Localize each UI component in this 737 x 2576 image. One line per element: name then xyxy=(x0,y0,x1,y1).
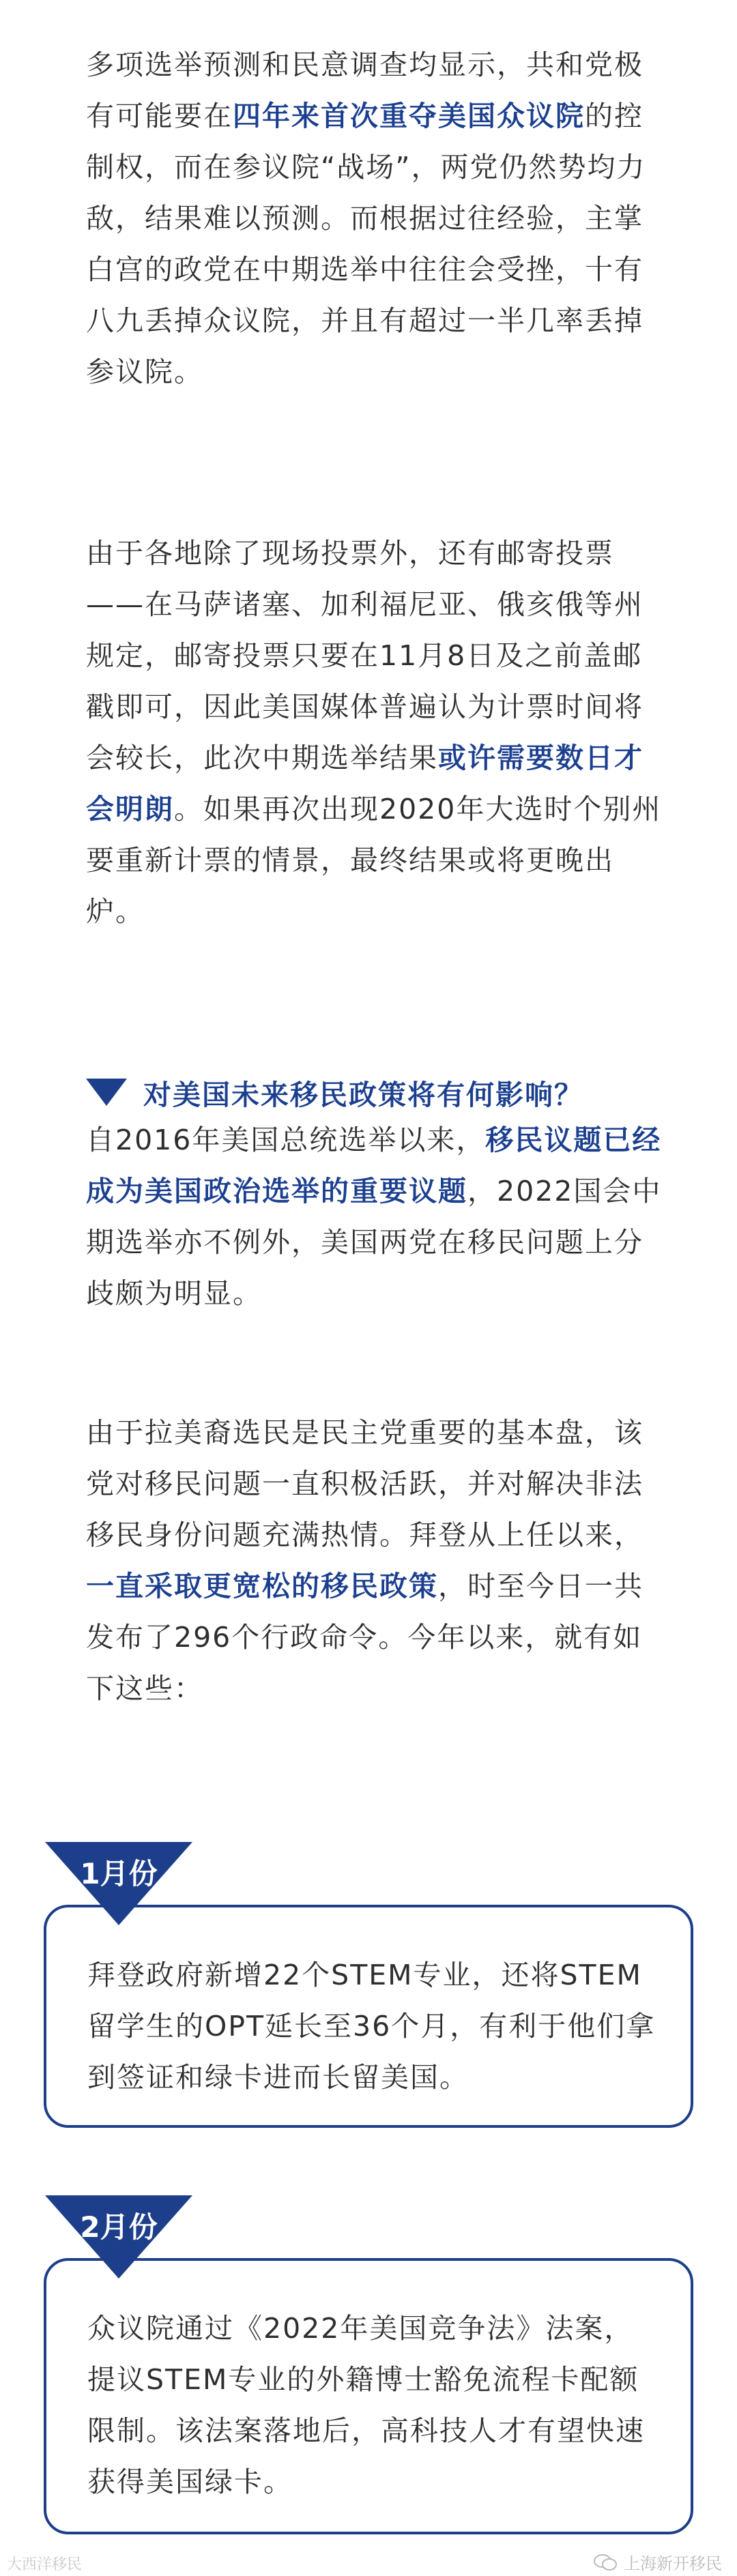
text: 自2016年美国总统选举以来， xyxy=(86,1124,486,1156)
text: ，2022国会中期选举亦不例外，美国两党在移民问题上分歧颇为明显。 xyxy=(86,1175,662,1310)
highlight-text: 四年来首次重夺美国众议院 xyxy=(233,100,585,132)
month-card-text: 拜登政府新增22个STEM专业，还将STEM留学生的OPT延长至36个月，有利于他们拿到签证和绿卡进而长留美国。 xyxy=(87,1959,656,2094)
text: 由于拉美裔选民是民主党重要的基本盘，该党对移民问题一直积极活跃，并对解决非法移民身份问题充满热情。拜登从上任以来， xyxy=(86,1416,644,1551)
month-card-february xyxy=(44,2258,693,2534)
month-label: 2月份 xyxy=(80,2210,158,2244)
section-title: 对美国未来移民政策将有何影响？ xyxy=(143,1078,583,1111)
text: 的控制权，而在参议院“战场”，两党仍然势均力敌，结果难以预测。而根据过往经验，主掌白宫的政党在中期选举中往往会受挫，十有八九丢掉众议院，并且有超过一半几率丢掉参议院。 xyxy=(86,100,646,388)
footer xyxy=(0,2549,737,2576)
section-heading xyxy=(86,1070,663,1115)
highlight-text: 或许需要数日才会明朗 xyxy=(86,742,644,825)
month-card-january xyxy=(44,1905,693,2128)
text: ，时至今日一共发布了296个行政命令。今年以来，就有如下这些： xyxy=(86,1570,644,1705)
paragraph-election-forecast xyxy=(86,40,663,398)
month-label: 1月份 xyxy=(80,1857,158,1890)
paragraph-mail-voting xyxy=(86,528,663,937)
paragraph-biden-policy xyxy=(86,1407,663,1714)
wechat-icon xyxy=(594,2553,617,2571)
text: 。如果再次出现2020年大选时个别州要重新计票的情景，最终结果或将更晚出炉。 xyxy=(86,793,662,928)
month-tab-january xyxy=(45,1842,192,1925)
triangle-down-icon xyxy=(86,1079,127,1106)
highlight-text: 一直采取更宽松的移民政策 xyxy=(86,1570,438,1602)
highlight-text: 移民议题已经成为美国政治选举的重要议题 xyxy=(86,1124,662,1208)
text: 由于各地除了现场投票外，还有邮寄投票——在马萨诸塞、加利福尼亚、俄亥俄等州规定，邮寄投票只要在11月8日及之前盖邮戳即可，因此美国媒体普遍认为计票时间将会较长，此次中期选举结果 xyxy=(86,537,644,774)
watermark-left: 大西洋移民 xyxy=(7,2556,83,2573)
watermark-text: 上海新开移民 xyxy=(624,2554,722,2573)
month-card-text: 众议院通过《2022年美国竞争法》法案，提议STEM专业的外籍博士豁免流程卡配额限制。该法案落地后，高科技人才有望快速获得美国绿卡。 xyxy=(87,2312,645,2498)
text: 多项选举预测和民意调查均显示，共和党极有可能要在 xyxy=(86,48,644,132)
month-tab-february xyxy=(45,2195,192,2279)
paragraph-immigration-issue xyxy=(86,1115,663,1319)
watermark-right xyxy=(594,2550,722,2574)
